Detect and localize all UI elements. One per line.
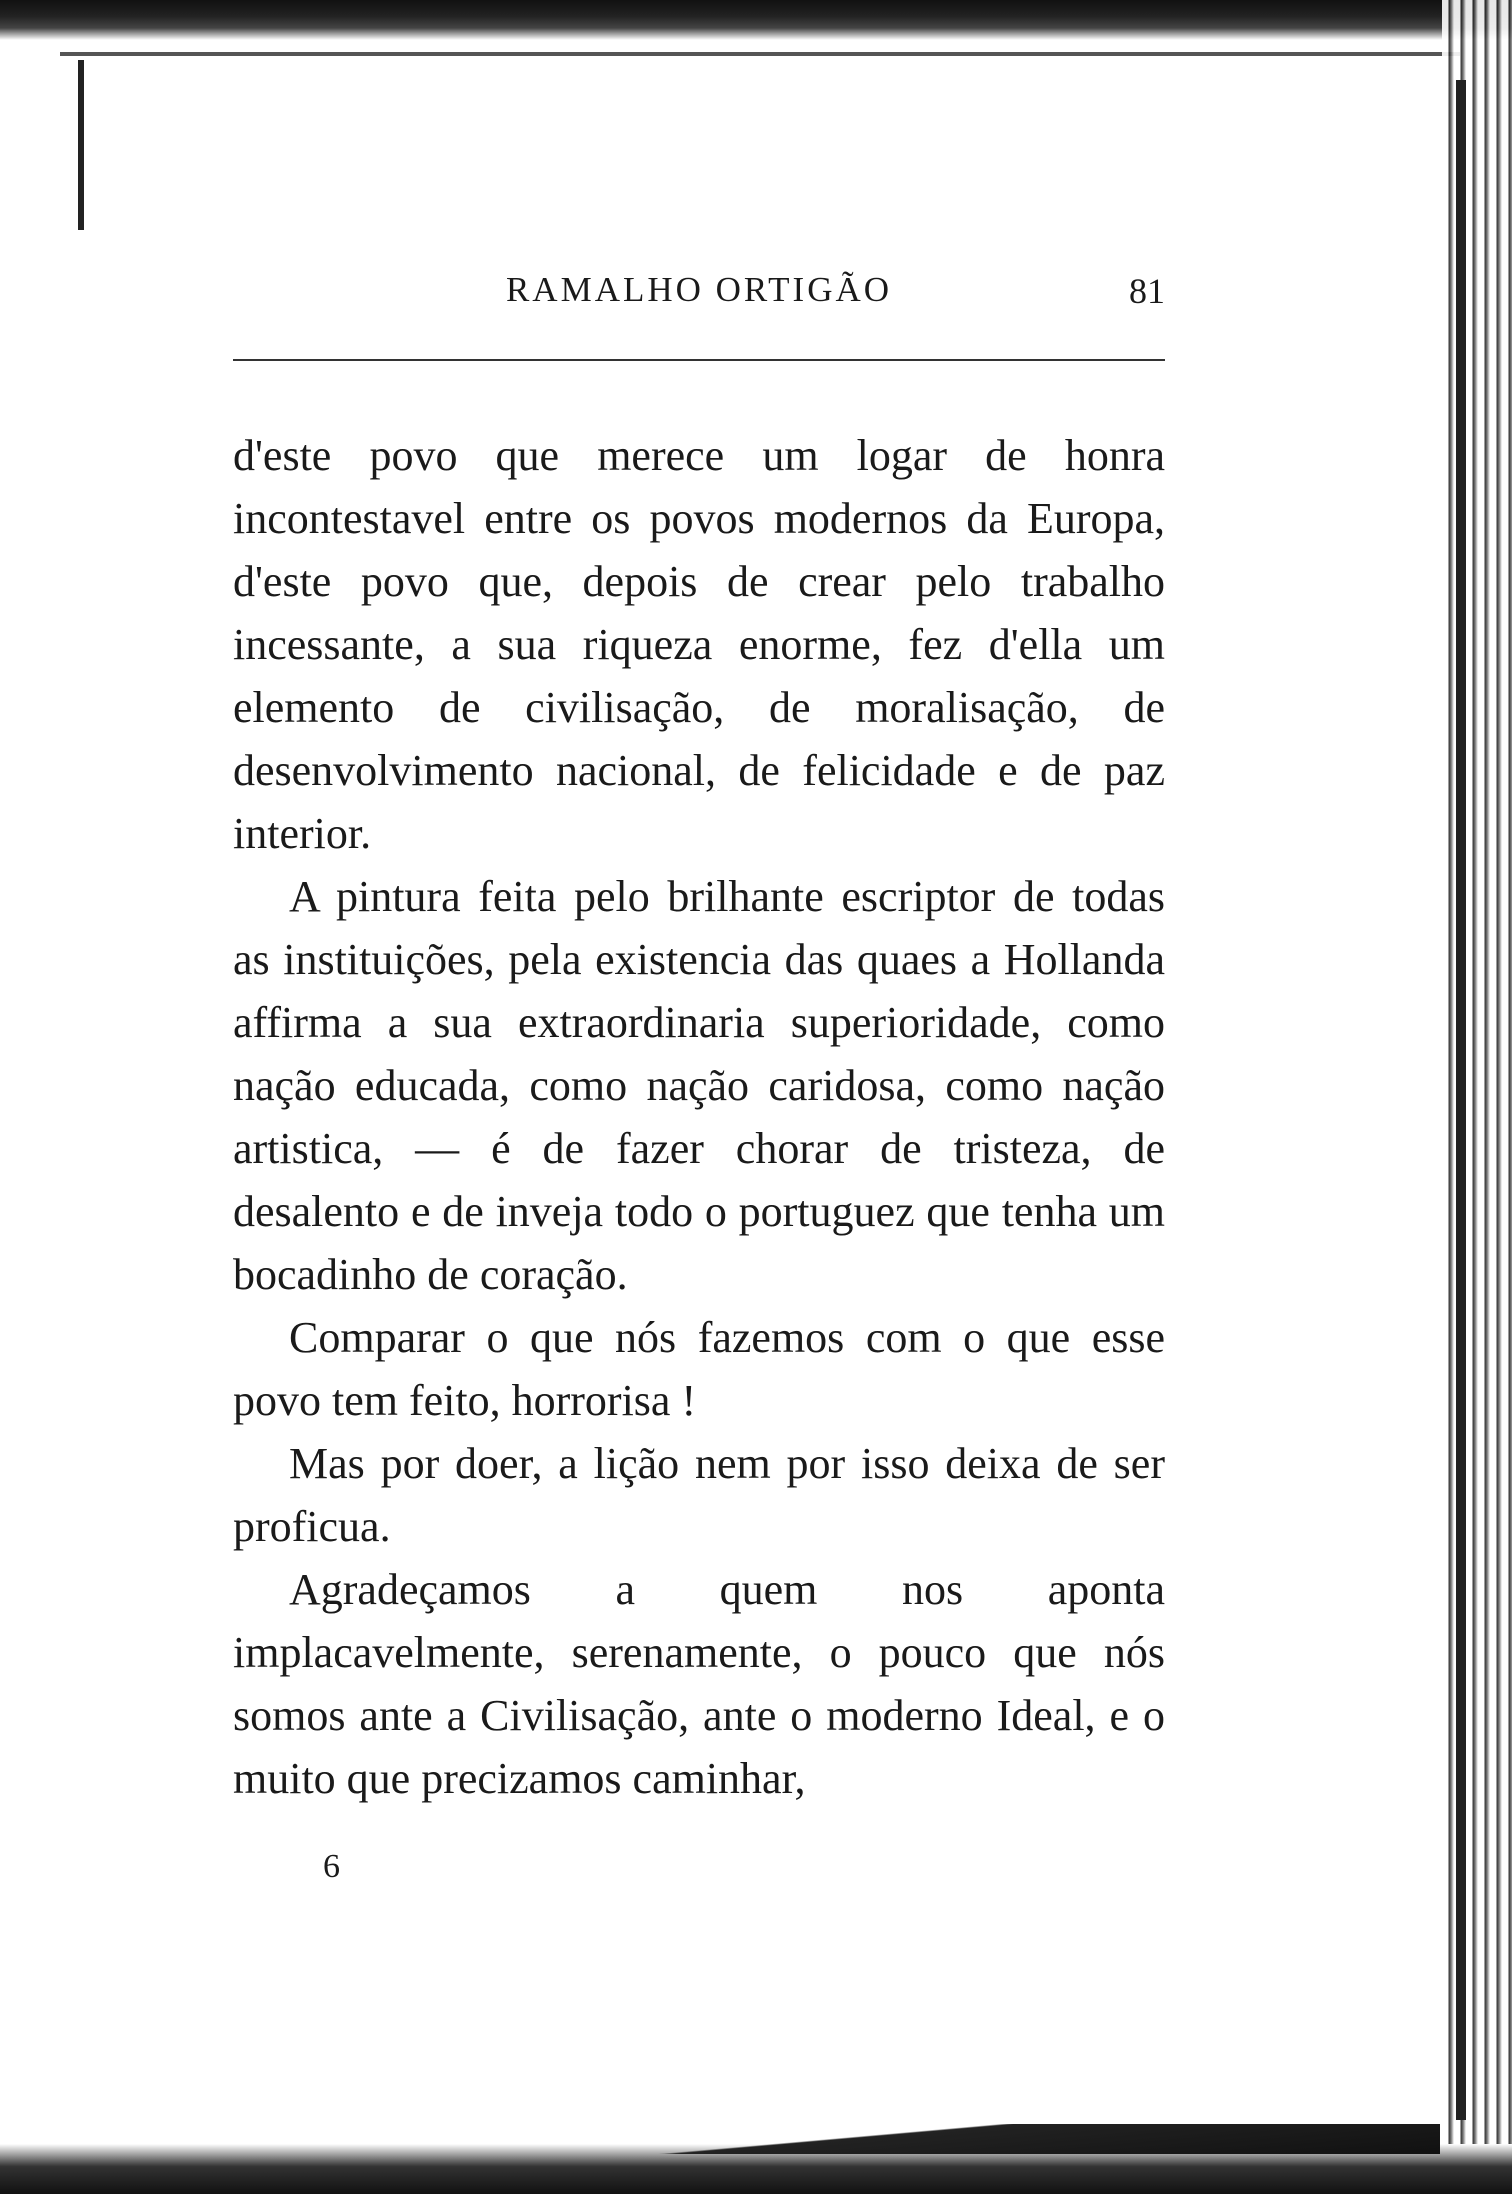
scan-edge-right <box>1442 0 1512 2194</box>
page-number: 81 <box>1129 271 1165 311</box>
header-rule <box>233 359 1165 361</box>
paragraph: Mas por doer, a lição nem por isso deixa de ser proficua. <box>233 1439 1165 1551</box>
page-header <box>233 264 1165 320</box>
body-text <box>233 424 1165 1810</box>
running-title: RAMALHO ORTIGÃO <box>505 270 893 309</box>
scan-edge-left <box>78 60 84 230</box>
scan-edge-bottom-wedge <box>40 2124 1440 2154</box>
paragraph: Agradeçamos a quem nos aponta implacavelmente, serenamente, o pouco que nós somos ante a Civilisação, ante o moderno Ideal, e o muito que precizamos caminhar, <box>233 1565 1165 1803</box>
scan-edge-top <box>0 0 1512 40</box>
scan-edge-top-line <box>60 52 1460 56</box>
scan-edge-right-band <box>1456 80 1466 2120</box>
paragraph: Comparar o que nós fazemos com o que esse povo tem feito, horrorisa ! <box>233 1313 1165 1425</box>
paragraph-continued: d'este povo que merece um logar de honra incontestavel entre os povos modernos da Europa, d'este povo que, depois de crear pelo trabalho incessante, a sua riqueza enorme, fez d'ella um elemento de civilisação, de moralisação, de desenvolvimento nacional, de felicidade e de paz interior. <box>233 431 1165 858</box>
paragraph: A pintura feita pelo brilhante escriptor de todas as instituições, pela existencia das quaes a Hollanda affirma a sua extraordinaria superioridade, como nação educada, como nação caridosa, como nação artistica, — é de fazer chorar de tristeza, de desalento e de inveja todo o portuguez que tenha um bocadinho de coração. <box>233 872 1165 1299</box>
signature-mark: 6 <box>323 1848 340 1885</box>
